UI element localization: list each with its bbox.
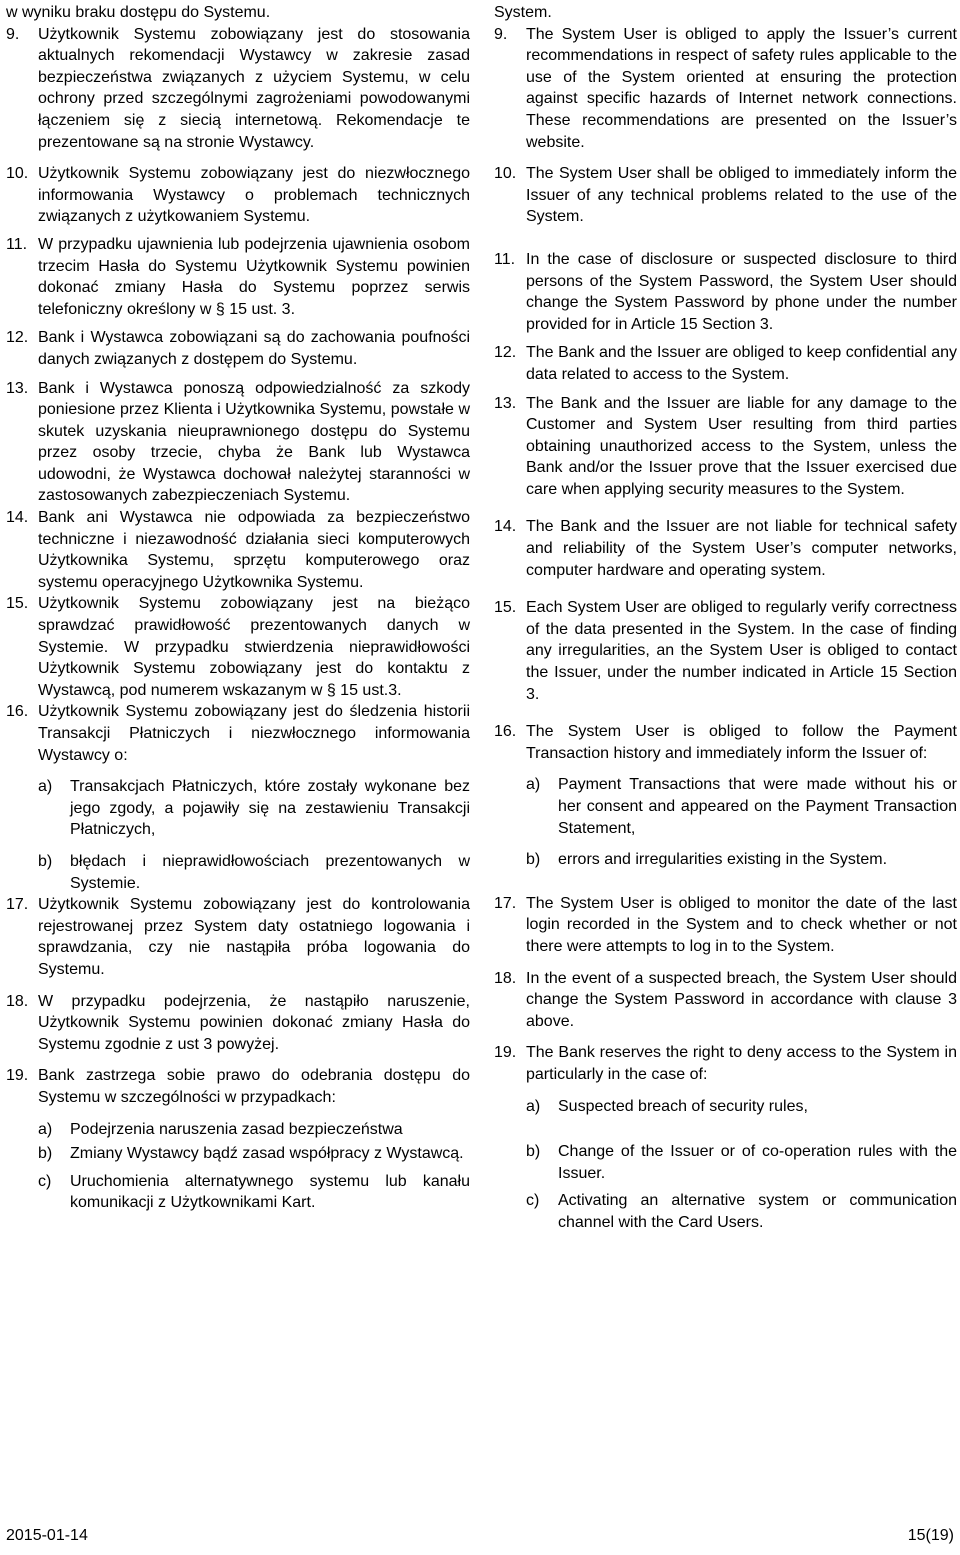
clause-text: The Bank reserves the right to deny access to the System in particularly in the case of: [526, 1044, 957, 1083]
sub-item-label: b) [526, 1143, 541, 1161]
clause-number: 9. [6, 25, 20, 43]
sub-item-a [38, 1119, 470, 1141]
clause-18 [494, 968, 957, 1033]
sub-item-label: a) [38, 778, 53, 796]
clause-11 [6, 234, 470, 320]
clause-number: 15. [494, 599, 517, 617]
clause-13 [494, 393, 957, 501]
clause-number: 11. [6, 235, 28, 253]
sub-item-text: Activating an alternative system or communication channel with the Card Users. [558, 1192, 957, 1231]
sub-item-text: Suspected breach of security rules, [558, 1097, 808, 1115]
clause-16 [494, 721, 957, 764]
clause-number: 9. [494, 25, 508, 43]
sub-item-text: Payment Transactions that were made without his or her consent and appeared on the Payment Transaction Statement, [558, 776, 957, 837]
clause-text: The System User is obliged to monitor the date of the last login recorded in the System and to check whether or not there were attempts to log in to the System. [526, 894, 957, 955]
sub-item-label: c) [38, 1172, 52, 1190]
clause-text: The Bank and the Issuer are liable for any damage to the Customer and System User resulting from third parties obtaining unauthorized access to the System, unless the Bank and/or the Issuer prove that the Issuer exercised due care when applying security measures to the System. [526, 394, 957, 498]
sub-item-a [526, 774, 957, 839]
sub-item-text: Zmiany Wystawcy bądź zasad współpracy z Wystawcą. [70, 1145, 464, 1163]
clause-number: 18. [6, 992, 29, 1010]
polish-column [6, 2, 470, 1214]
clause-14 [494, 516, 957, 581]
clause-text: The Bank and the Issuer are obliged to keep confidential any data related to access to the System. [526, 344, 957, 383]
sub-item-label: b) [38, 1145, 53, 1163]
clause-text: Użytkownik Systemu zobowiązany jest do stosowania aktualnych rekomendacji Wystawcy w zakresie zasad bezpieczeństwa związanych z użyciem Systemu, w celu ochrony przed szczególnymi zagrożeniami powodowanymi łączeniem się z siecią internetową. Rekomendacje te prezentowane są na stronie Wystawcy. [38, 25, 470, 151]
clause-text: Bank i Wystawca zobowiązani są do zachowania poufności danych związanych z dostępem do Systemu. [38, 329, 470, 368]
sub-item-text: errors and irregularities existing in the System. [558, 851, 888, 869]
intro-text: System. [494, 4, 552, 21]
sub-item-label: a) [526, 1097, 541, 1115]
sub-item-c [38, 1171, 470, 1214]
clause-number: 12. [6, 329, 29, 347]
clause-number: 18. [494, 969, 517, 987]
sub-item-label: b) [38, 852, 53, 870]
intro-text: w wyniku braku dostępu do Systemu. [6, 4, 271, 21]
sub-item-text: Uruchomienia alternatywnego systemu lub kanału komunikacji z Użytkownikami Kart. [70, 1172, 470, 1212]
clause-13 [6, 378, 470, 508]
clause-text: W przypadku ujawnienia lub podejrzenia ujawnienia osobom trzecim Hasła do Systemu Użytkownik Systemu powinien dokonać zmiany Hasła do Systemu poprzez serwis telefoniczny określony w § 15 ust. 3. [38, 235, 470, 318]
sub-item-text: błędach i nieprawidłowościach prezentowanych w Systemie. [70, 852, 470, 892]
sub-item-label: b) [526, 851, 541, 869]
clause-15 [494, 597, 957, 705]
sub-item-label: a) [526, 776, 541, 794]
clause-text: Użytkownik Systemu zobowiązany jest do kontrolowania rejestrowanej przez System daty ostatniego logowania i sprawdzania, czy nie nastąpiła próba logowania do Systemu. [38, 896, 470, 978]
clause-text: The System User shall be obliged to immediately inform the Issuer of any technical problems related to the use of the System. [526, 165, 957, 226]
clause-10 [6, 163, 470, 228]
sub-item-text: Podejrzenia naruszenia zasad bezpieczeństwa [70, 1120, 403, 1138]
clause-16 [6, 701, 470, 766]
clause-9 [494, 24, 957, 154]
clause-text: W przypadku podejrzenia, że nastąpiło naruszenie, Użytkownik Systemu powinien dokonać zmiany Hasła do Systemu zgodnie z ust 3 powyżej. [38, 992, 470, 1053]
footer-date: 2015-01-14 [6, 1527, 88, 1544]
sub-item-b [38, 1143, 470, 1165]
clause-number: 19. [6, 1067, 29, 1085]
clause-9 [6, 24, 470, 154]
clause-number: 19. [494, 1044, 517, 1062]
sub-item-text: Change of the Issuer or of co-operation rules with the Issuer. [558, 1143, 957, 1182]
sub-item-label: a) [38, 1120, 53, 1138]
clause-text: Bank zastrzega sobie prawo do odebrania dostępu do Systemu w szczególności w przypadkach: [38, 1067, 470, 1106]
clause-number: 10. [6, 165, 29, 183]
clause-text: In the event of a suspected breach, the System User should change the System Password in accordance with clause 3 above. [526, 969, 957, 1030]
sub-item-text: Transakcjach Płatniczych, które zostały wykonane bez jego zgody, a pojawiły się na zestawieniu Transakcji Płatniczych, [70, 778, 470, 839]
clause-number: 16. [6, 703, 29, 721]
sub-item-a [526, 1096, 957, 1118]
sub-item-b [526, 1141, 957, 1184]
clause-text: Użytkownik Systemu zobowiązany jest na bieżąco sprawdzać prawidłowość prezentowanych danych w Systemie. W przypadku stwierdzenia nieprawidłowości Użytkownik Systemu zobowiązany jest do kontaktu z Wystawcą, pod numerem wskazanym w § 15 ust.3. [38, 595, 470, 699]
clause-18 [6, 991, 470, 1056]
clause-number: 11. [494, 250, 516, 268]
clause-text: Użytkownik Systemu zobowiązany jest do śledzenia historii Transakcji Płatniczych i niezwłocznego informowania Wystawcy o: [38, 703, 470, 764]
sub-item-b [38, 851, 470, 894]
clause-text: Bank ani Wystawca nie odpowiada za bezpieczeństwo techniczne i niezawodność działania sieci komputerowych Użytkownika Systemu, sprzętu komputerowego oraz systemu operacyjnego Użytkownika Systemu. [38, 509, 470, 591]
footer-page-number: 15(19) [907, 1527, 954, 1544]
clause-text: Bank i Wystawca ponoszą odpowiedzialność za szkody poniesione przez Klienta i Użytkownika Systemu, powstałe w skutek uzyskania nieuprawnionego dostępu do Systemu przez osoby trzecie, chyba że Bank lub Wystawca udowodni, że Wystawca dochował należytej staranności w zastosowanych zabezpieczeniach Systemu. [38, 379, 470, 505]
clause-12 [6, 327, 470, 370]
clause-number: 17. [494, 894, 517, 912]
clause-number: 16. [494, 723, 517, 741]
clause-15 [6, 593, 470, 701]
clause-text: The Bank and the Issuer are not liable for technical safety and reliability of the System User’s computer networks, computer hardware and operating system. [526, 518, 957, 579]
english-column [494, 2, 957, 1234]
clause-number: 17. [6, 896, 29, 914]
clause-14 [6, 507, 470, 593]
clause-number: 13. [6, 379, 29, 397]
clause-number: 13. [494, 394, 517, 412]
clause-text: The System User is obliged to follow the Payment Transaction history and immediately inform the Issuer of: [526, 723, 957, 762]
clause-number: 14. [6, 509, 29, 527]
clause-19 [494, 1042, 957, 1085]
clause-12 [494, 342, 957, 385]
clause-number: 15. [6, 595, 29, 613]
clause-17 [494, 893, 957, 958]
sub-item-label: c) [526, 1192, 540, 1210]
clause-number: 10. [494, 165, 517, 183]
clause-text: Użytkownik Systemu zobowiązany jest do niezwłocznego informowania Wystawcy o problemach technicznych związanych z użytkowaniem Systemu. [38, 165, 470, 226]
clause-text: The System User is obliged to apply the Issuer’s current recommendations in respect of safety rules applicable to the use of the System oriented at ensuring the protection against specific hazards of Internet network connections. These recommendations are presented on the Issuer’s website. [526, 25, 957, 151]
clause-11 [494, 249, 957, 335]
sub-item-b [526, 849, 957, 871]
clause-number: 14. [494, 518, 517, 536]
clause-text: In the case of disclosure or suspected disclosure to third persons of the System Password, the System User should change the System Password by phone under the number provided for in Article 15 Section 3. [526, 250, 957, 333]
sub-item-a [38, 776, 470, 841]
clause-text: Each System User are obliged to regularly verify correctness of the data presented in the System. In the case of finding any irregularities, an the System User is obliged to contact the Issuer, under the number indicated in Article 15 Section 3. [526, 599, 957, 703]
clause-19 [6, 1065, 470, 1108]
sub-item-c [526, 1190, 957, 1233]
clause-number: 12. [494, 344, 517, 362]
clause-10 [494, 163, 957, 228]
clause-17 [6, 894, 470, 980]
